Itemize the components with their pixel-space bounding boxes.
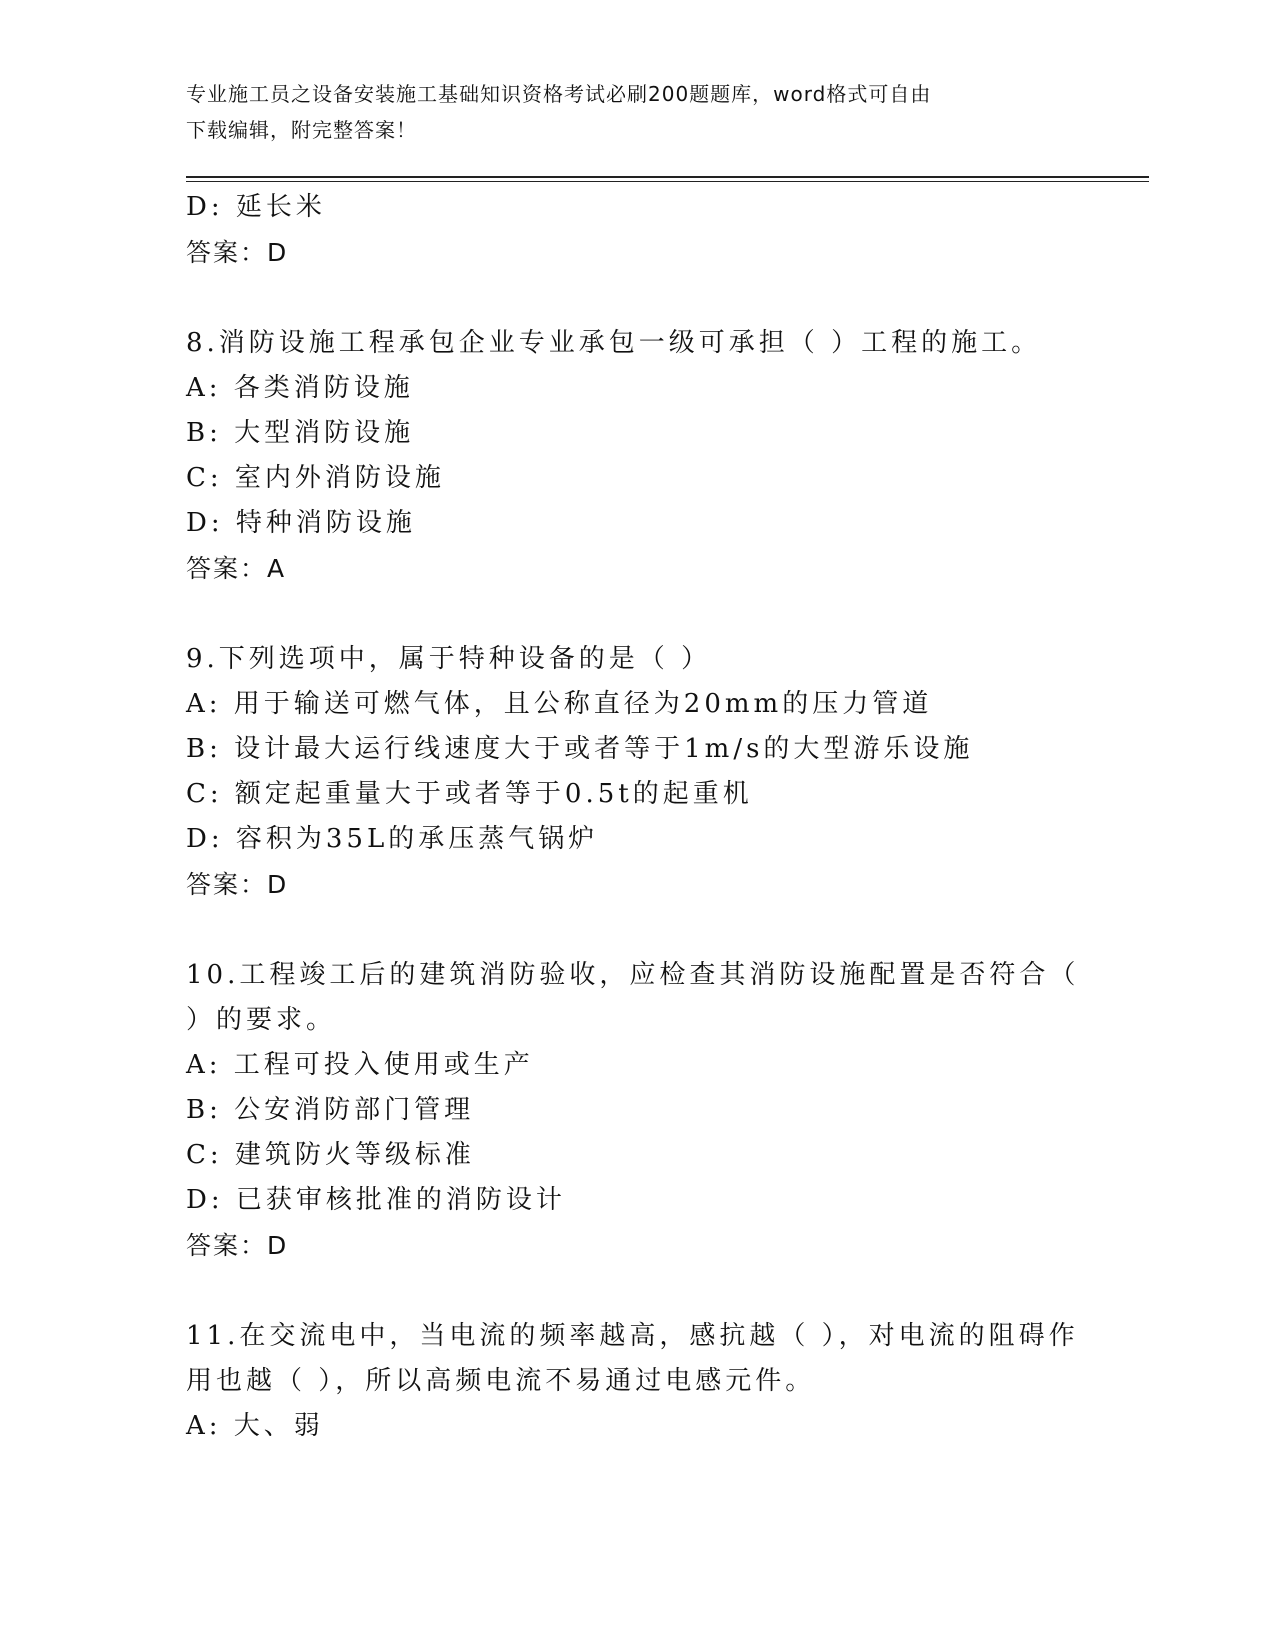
option-d: D: 已获审核批准的消防设计: [186, 1185, 566, 1215]
option-a: A: 大、弱: [186, 1411, 324, 1441]
question-9: [186, 637, 1086, 907]
question-stem-line-2: 用也越（ ），所以高频电流不易通过电感元件。: [186, 1366, 816, 1396]
spacer: [186, 591, 1086, 637]
answer: 答案：D: [186, 870, 289, 899]
option-b: B: 公安消防部门管理: [186, 1095, 475, 1125]
answer: 答案：D: [186, 238, 289, 267]
question-stem-line-1: 10.工程竣工后的建筑消防验收，应检查其消防设施配置是否符合（: [186, 960, 1080, 990]
option-d: D: 特种消防设施: [186, 508, 416, 538]
option-c: C: 建筑防火等级标准: [186, 1140, 475, 1170]
answer: 答案：A: [186, 554, 287, 583]
header-divider: [186, 176, 1149, 182]
question-stem: 8.消防设施工程承包企业专业承包一级可承担（ ）工程的施工。: [186, 328, 1042, 358]
option-d: D: 容积为35L的承压蒸气锅炉: [186, 824, 599, 854]
answer: 答案：D: [186, 1231, 289, 1260]
option-b: B: 大型消防设施: [186, 418, 415, 448]
option-a: A: 工程可投入使用或生产: [186, 1050, 534, 1080]
question-stem: 9.下列选项中，属于特种设备的是（ ）: [186, 644, 712, 674]
spacer: [186, 907, 1086, 953]
question-10: [186, 953, 1086, 1268]
page-header: [186, 76, 1086, 148]
option-c: C: 室内外消防设施: [186, 463, 445, 493]
question-7-tail: [186, 185, 1086, 275]
option-a: A: 各类消防设施: [186, 373, 414, 403]
question-stem-line-1: 11.在交流电中，当电流的频率越高，感抗越（ ），对电流的阻碍作: [186, 1321, 1079, 1351]
question-stem-line-2: ）的要求。: [186, 1005, 337, 1035]
spacer: [186, 275, 1086, 321]
option-a: A: 用于输送可燃气体，且公称直径为20mm的压力管道: [186, 689, 933, 719]
question-8: [186, 321, 1086, 591]
spacer: [186, 1268, 1086, 1314]
header-title-line-1: 专业施工员之设备安装施工基础知识资格考试必刷200题题库，word格式可自由: [186, 82, 932, 106]
option-c: C: 额定起重量大于或者等于0.5t的起重机: [186, 779, 753, 809]
option-d: D: 延长米: [186, 192, 326, 222]
question-11: [186, 1314, 1086, 1449]
document-body: [186, 185, 1086, 1449]
option-b: B: 设计最大运行线速度大于或者等于1m/s的大型游乐设施: [186, 734, 974, 764]
header-title-line-2: 下载编辑，附完整答案！: [186, 118, 417, 142]
